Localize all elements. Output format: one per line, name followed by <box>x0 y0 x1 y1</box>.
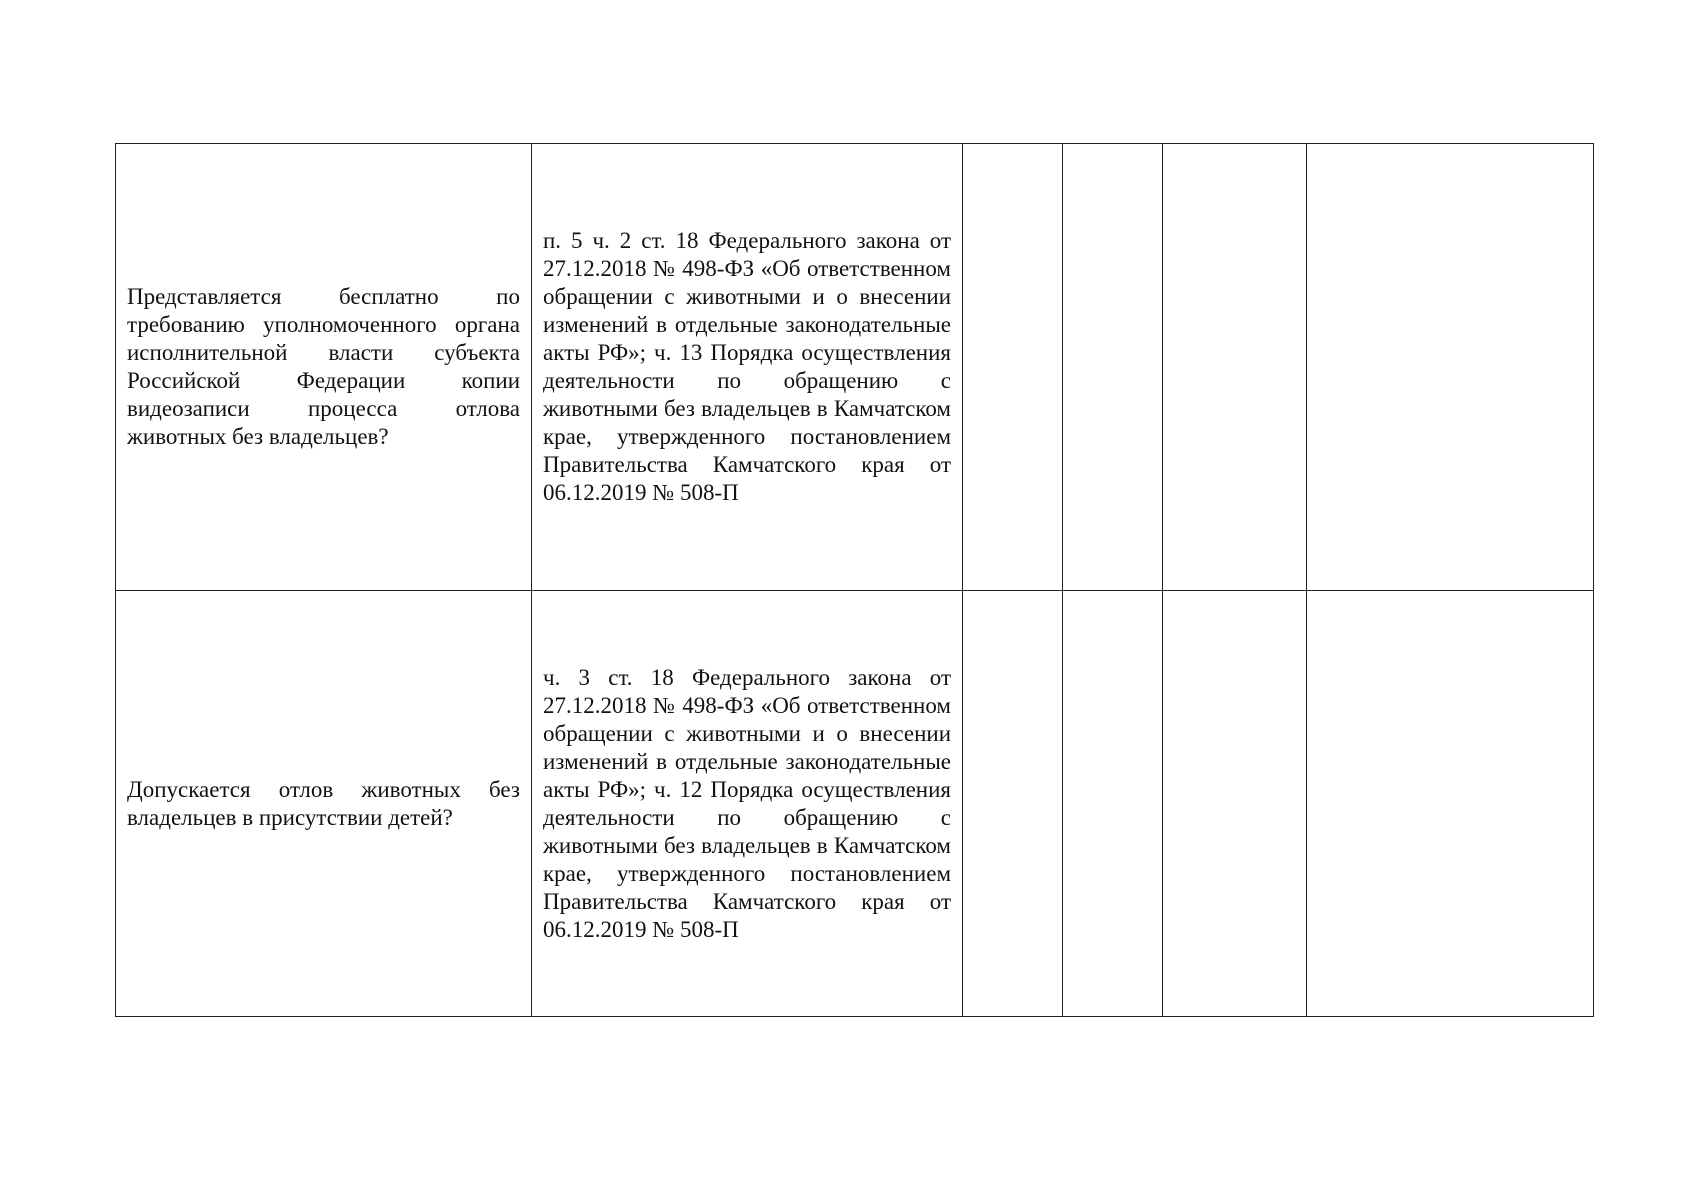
checklist-table <box>115 143 1594 1017</box>
legal-basis-cell <box>532 144 963 591</box>
question-text: Допускается отлов животных без владельцев в присутствии детей? <box>127 776 520 830</box>
answer-no-cell <box>1063 144 1163 591</box>
answer-no-cell <box>1063 591 1163 1017</box>
note-cell <box>1307 591 1594 1017</box>
answer-not-applicable-cell <box>1163 591 1307 1017</box>
question-cell <box>116 144 532 591</box>
legal-basis-text: п. 5 ч. 2 ст. 18 Федерального закона от 27.12.2018 № 498-ФЗ «Об ответственном обращении с животными и о внесении изменений в отдельные законодательные акты РФ»; ч. 13 Порядка осуществления деятельности по обращению с животными без владельцев в Камчатском крае, утвержденного постановлением Правительства Камчатского края от 06.12.2019 № 508-П <box>543 228 951 505</box>
table-row <box>116 591 1594 1017</box>
legal-basis-cell <box>532 591 963 1017</box>
note-cell <box>1307 144 1594 591</box>
answer-yes-cell <box>963 144 1063 591</box>
table-row <box>116 144 1594 591</box>
legal-basis-text: ч. 3 ст. 18 Федерального закона от 27.12.2018 № 498-ФЗ «Об ответственном обращении с животными и о внесении изменений в отдельные законодательные акты РФ»; ч. 12 Порядка осуществления деятельности по обращению с животными без владельцев в Камчатском крае, утвержденного постановлением Правительства Камчатского края от 06.12.2019 № 508-П <box>543 664 951 942</box>
question-cell <box>116 591 532 1017</box>
question-text: Представляется бесплатно по требованию уполномоченного органа исполнительной власти субъекта Российской Федерации копии видеозаписи процесса отлова животных без владельцев? <box>127 284 520 449</box>
answer-yes-cell <box>963 591 1063 1017</box>
answer-not-applicable-cell <box>1163 144 1307 591</box>
